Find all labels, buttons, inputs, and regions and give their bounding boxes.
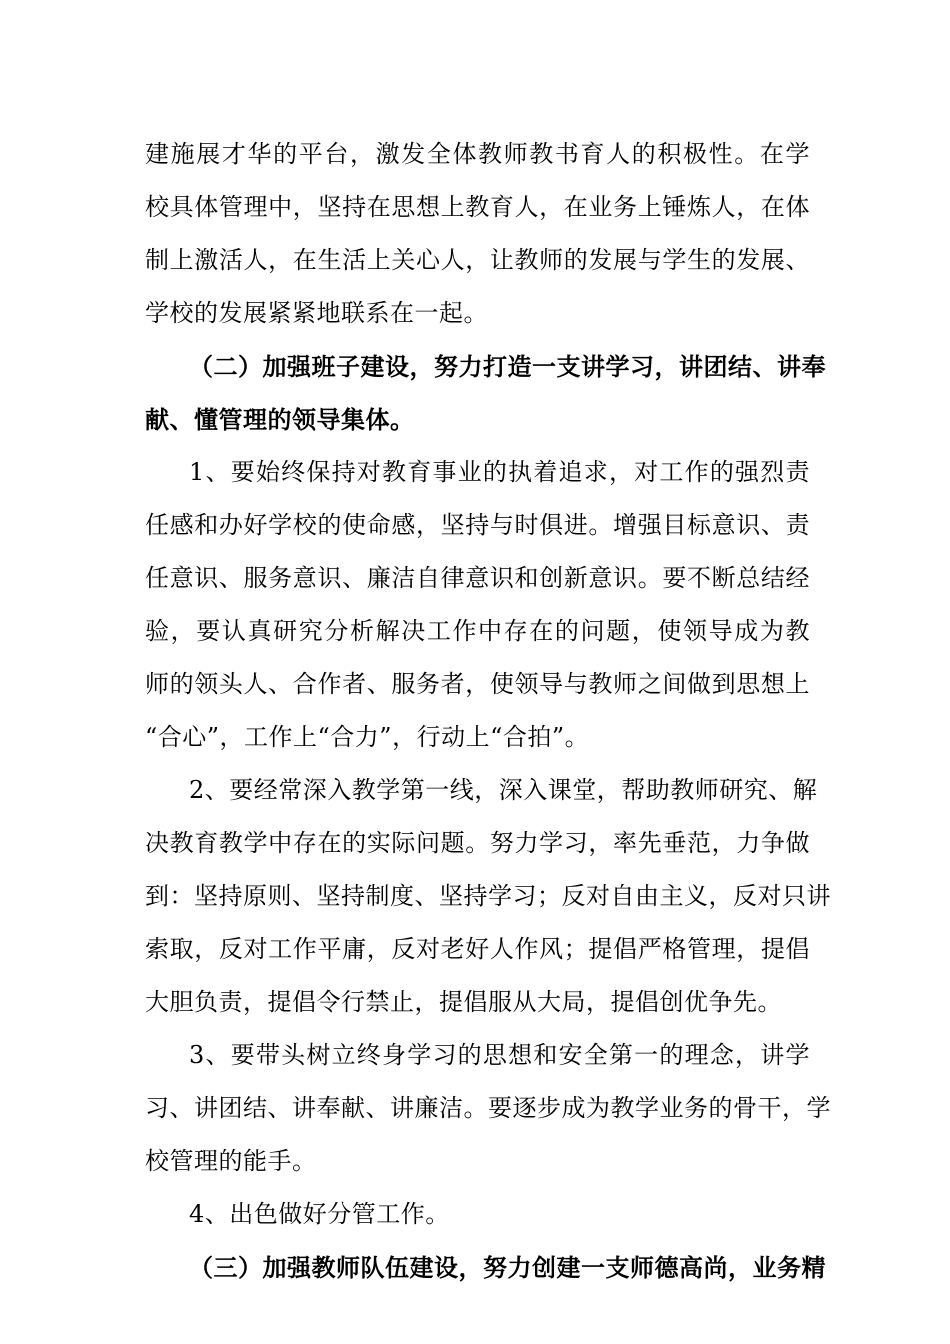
paragraph-item-2 [145,764,831,1029]
text-line: 2、要经常深入教学第一线，深入课堂，帮助教师研究、解 [189,776,818,804]
section-heading-2 [145,340,826,446]
heading-line: （二）加强班子建设，努力打造一支讲学习，讲团结、讲奉 [189,352,826,381]
text-line: 验，要认真研究分析解决工作中存在的问题，使领导成为教 [145,617,810,645]
paragraph-item-3 [145,1029,831,1188]
text-line: “合心”，工作上“合力”，行动上“合拍”。 [145,723,590,751]
text-line: 习、讲团结、讲奉献、讲廉洁。要逐步成为教学业务的骨干，学 [145,1094,831,1122]
text-line: 到：坚持原则、坚持制度、坚持学习；反对自由主义，反对只讲 [145,882,831,910]
section-heading-3 [145,1241,826,1294]
paragraph-item-4 [145,1188,810,1241]
heading-line: 献、懂管理的领导集体。 [145,405,415,434]
text-line: 学校的发展紧紧地联系在一起。 [145,299,488,327]
text-line: 任意识、服务意识、廉洁自律意识和创新意识。要不断总结经 [145,564,810,592]
text-line: 3、要带头树立终身学习的思想和安全第一的理念，讲学 [189,1041,810,1069]
text-line: 制上激活人，在生活上关心人，让教师的发展与学生的发展、 [145,246,810,274]
text-line: 校管理的能手。 [145,1147,317,1175]
document-page [145,128,831,1294]
text-line: 校具体管理中，坚持在思想上教育人，在业务上锤炼人，在体 [145,193,810,221]
text-line: 大胆负责，提倡令行禁止，提倡服从大局，提倡创优争先。 [145,988,782,1016]
text-line: 1、要始终保持对教育事业的执着追求，对工作的强烈责 [189,458,810,486]
text-line: 决教育教学中存在的实际问题。努力学习，率先垂范，力争做 [145,829,810,857]
paragraph-p1 [145,128,810,340]
text-line: 索取，反对工作平庸，反对老好人作风；提倡严格管理，提倡 [145,935,810,963]
text-line: 任感和办好学校的使命感，坚持与时俱进。增强目标意识、责 [145,511,810,539]
paragraph-item-1 [145,446,810,764]
text-line: 建施展才华的平台，激发全体教师教书育人的积极性。在学 [145,140,810,168]
text-line: 4、出色做好分管工作。 [189,1200,450,1228]
text-line: 师的领头人、合作者、服务者，使领导与教师之间做到思想上 [145,670,810,698]
heading-line: （三）加强教师队伍建设，努力创建一支师德高尚，业务精 [189,1253,826,1282]
